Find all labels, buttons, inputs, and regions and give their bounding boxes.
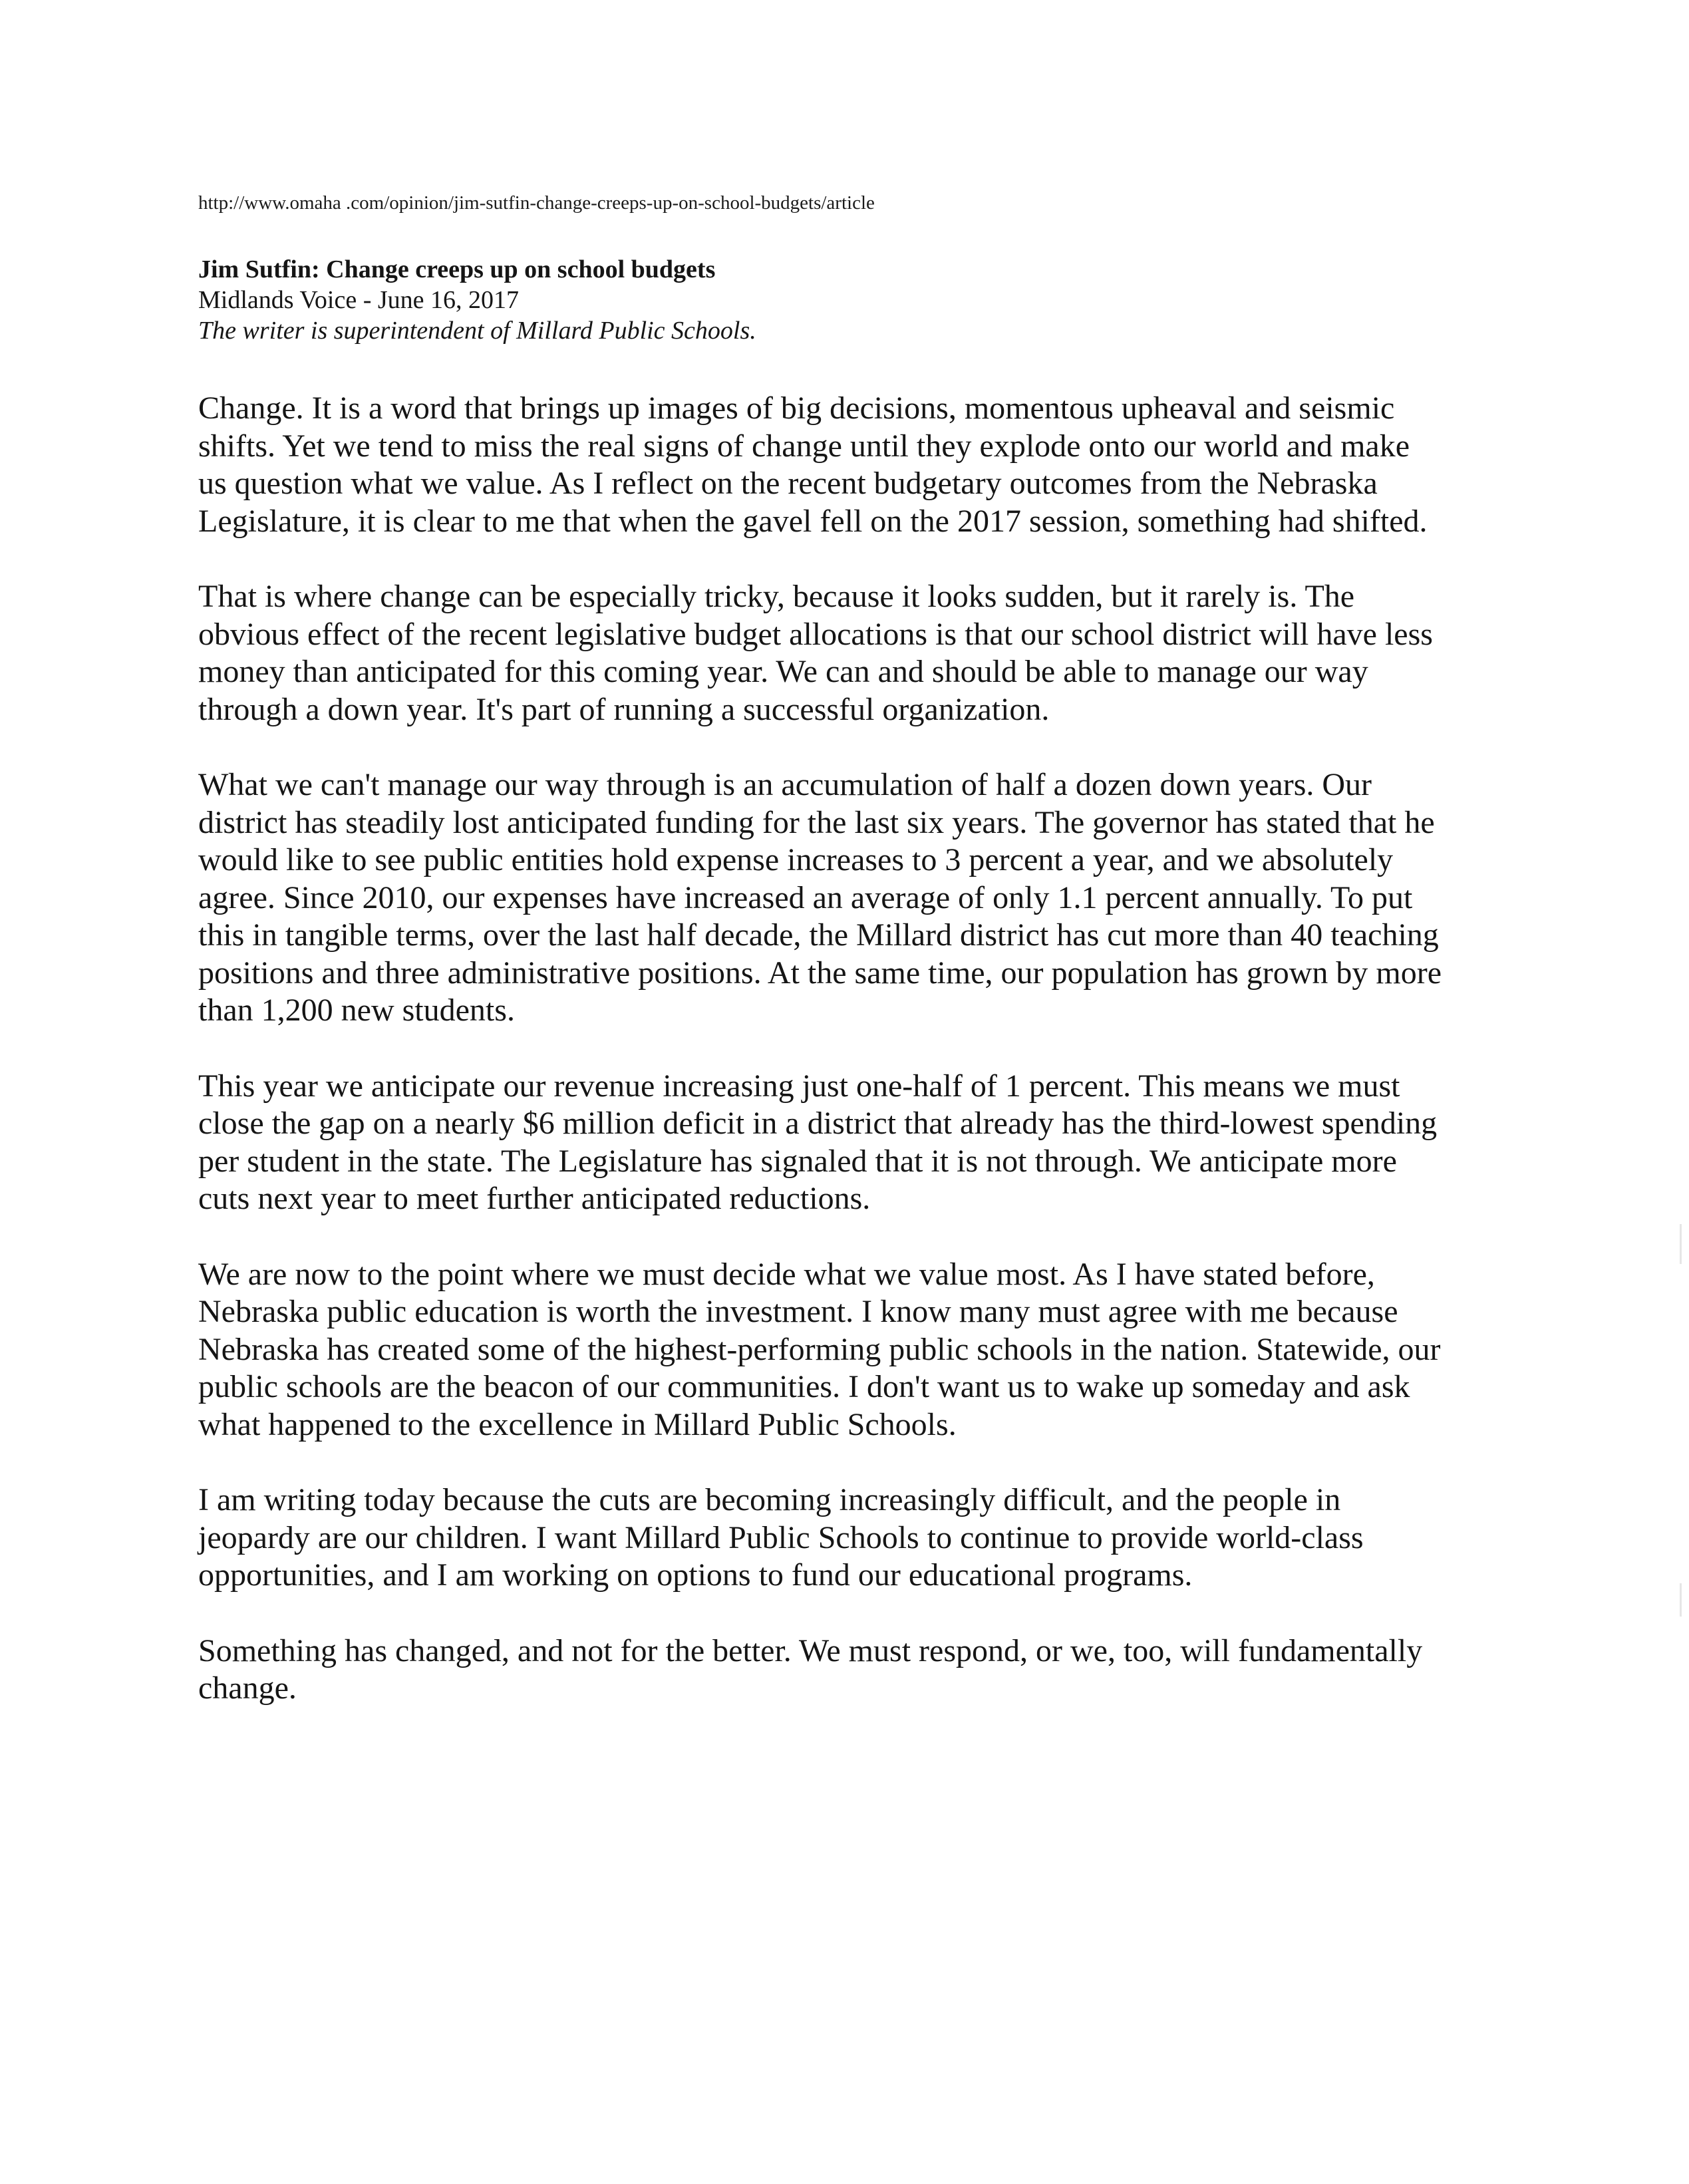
text-line: That is where change can be especially tricky, because it looks sudden, but it rarely is. The (198, 579, 1355, 614)
text-line: opportunities, and I am working on options to fund our educational programs. (198, 1557, 1193, 1593)
text-line: this in tangible terms, over the last half decade, the Millard district has cut more than 40 teaching (198, 917, 1439, 953)
text-line: What we can't manage our way through is an accumulation of half a dozen down years. Our (198, 767, 1372, 802)
text-line: us question what we value. As I reflect on the recent budgetary outcomes from the Nebraska (198, 466, 1378, 501)
text-line: change. (198, 1670, 297, 1706)
text-line: shifts. Yet we tend to miss the real signs of change until they explode onto our world and make (198, 428, 1410, 464)
paragraph-4 (198, 1068, 1502, 1218)
article-headline: Jim Sutfin: Change creeps up on school budgets (198, 255, 716, 283)
paragraph-3 (198, 766, 1502, 1030)
paragraph-5 (198, 1256, 1502, 1444)
text-line: We are now to the point where we must decide what we value most. As I have stated before, (198, 1256, 1375, 1292)
text-line: than 1,200 new students. (198, 993, 515, 1028)
text-line: Nebraska has created some of the highest-performing public schools in the nation. Statewide, our (198, 1331, 1441, 1367)
paragraph-6 (198, 1482, 1502, 1595)
text-line: obvious effect of the recent legislative budget allocations is that our school district will have less (198, 616, 1433, 652)
text-line: positions and three administrative positions. At the same time, our population has grown by more (198, 955, 1442, 991)
text-line: cuts next year to meet further anticipated reductions. (198, 1181, 871, 1216)
text-line: This year we anticipate our revenue increasing just one-half of 1 percent. This means we must (198, 1068, 1400, 1104)
article-body (198, 390, 1502, 1746)
text-line: money than anticipated for this coming year. We can and should be able to manage our way (198, 654, 1368, 689)
text-line: district has steadily lost anticipated funding for the last six years. The governor has stated that he (198, 804, 1435, 840)
scan-edge-mark (1680, 1583, 1682, 1617)
text-line: Something has changed, and not for the better. We must respond, or we, too, will fundamentally (198, 1633, 1423, 1668)
text-line: close the gap on a nearly $6 million deficit in a district that already has the third-lowest spending (198, 1106, 1438, 1141)
text-line: would like to see public entities hold expense increases to 3 percent a year, and we absolutely (198, 842, 1394, 877)
text-line: Nebraska public education is worth the investment. I know many must agree with me because (198, 1294, 1398, 1329)
text-line: per student in the state. The Legislature has signaled that it is not through. We anticipate more (198, 1143, 1397, 1179)
text-line: agree. Since 2010, our expenses have increased an average of only 1.1 percent annually. To put (198, 879, 1413, 915)
text-line: public schools are the beacon of our communities. I don't want us to wake up someday and ask (198, 1369, 1410, 1404)
paragraph-7 (198, 1633, 1502, 1708)
text-line: Legislature, it is clear to me that when the gavel fell on the 2017 session, something had shifted. (198, 503, 1428, 539)
article-byline: The writer is superintendent of Millard Public Schools. (198, 317, 756, 345)
text-line: I am writing today because the cuts are becoming increasingly difficult, and the people in (198, 1482, 1341, 1517)
article-header (198, 254, 1462, 346)
text-line: Change. It is a word that brings up images of big decisions, momentous upheaval and seismic (198, 390, 1395, 426)
paragraph-2 (198, 578, 1502, 728)
text-line: jeopardy are our children. I want Millard Public Schools to continue to provide world-class (198, 1519, 1364, 1555)
paragraph-1 (198, 390, 1502, 540)
scan-edge-mark (1680, 1224, 1682, 1264)
source-url: http://www.omaha .com/opinion/jim-sutfin-change-creeps-up-on-school-budgets/article (198, 192, 875, 214)
text-line: what happened to the excellence in Millard Public Schools. (198, 1406, 957, 1442)
text-line: through a down year. It's part of running a successful organization. (198, 691, 1050, 727)
article-dateline: Midlands Voice - June 16, 2017 (198, 286, 520, 314)
